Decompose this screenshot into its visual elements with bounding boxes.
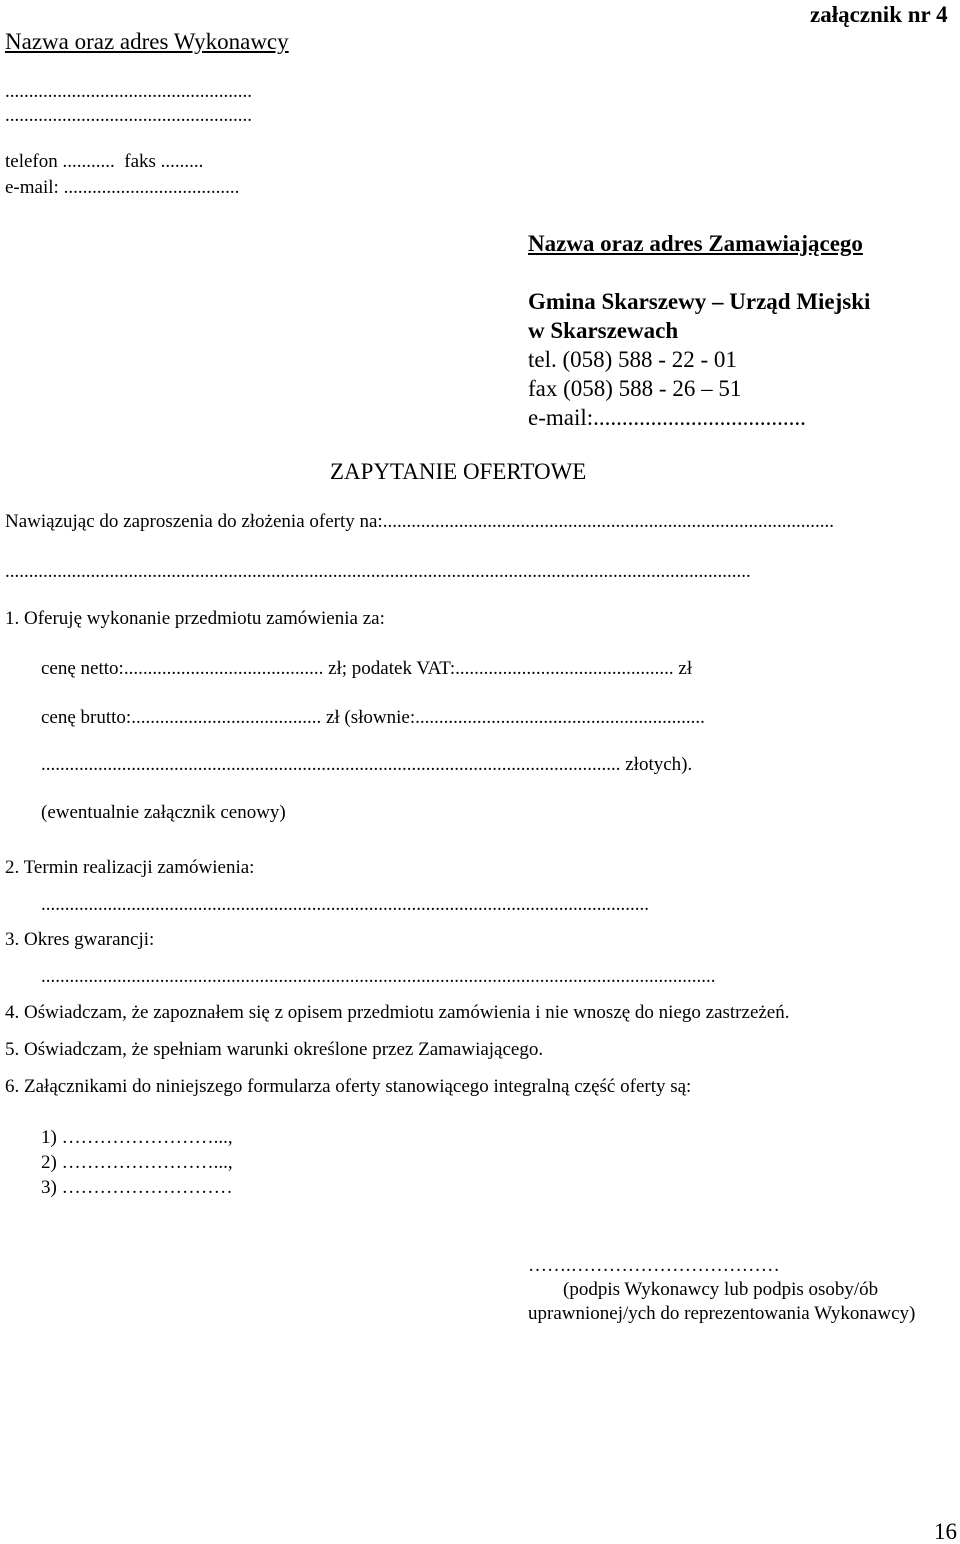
intro-continuation: ............................................................................................................................................................. <box>5 561 751 582</box>
item-1: 1. Oferuję wykonanie przedmiotu zamówienia za: <box>5 608 385 629</box>
fax-dots: ......... <box>160 151 204 172</box>
email-line <box>5 178 239 197</box>
price-attachment-note: (ewentualnie załącznik cenowy) <box>41 802 286 823</box>
email-dots: ..................................... <box>63 177 240 198</box>
item-3: 3. Okres gwarancji: <box>5 929 155 950</box>
contractor-line-2: .................................................... <box>5 105 252 126</box>
contractor-heading: Nazwa oraz adres Wykonawcy <box>5 29 289 54</box>
phone-dots: ........... <box>62 151 115 172</box>
signature-dots: …….…………………………… <box>528 1255 780 1276</box>
gross-price-words: .......................................................................................................................... złotych). <box>41 754 693 775</box>
email-label: e-mail: <box>5 177 59 198</box>
page-number: 16 <box>934 1519 957 1544</box>
buyer-tel: tel. (058) 588 - 22 - 01 <box>528 347 737 372</box>
signature-line-1: (podpis Wykonawcy lub podpis osoby/ób <box>563 1279 879 1300</box>
document-title: ZAPYTANIE OFERTOWE <box>330 459 587 484</box>
item-2: 2. Termin realizacji zamówienia: <box>5 857 255 878</box>
contractor-line-1: .................................................... <box>5 81 252 102</box>
buyer-heading: Nazwa oraz adres Zamawiającego <box>528 231 863 256</box>
attachment-3: 3) ……………………… <box>41 1177 233 1198</box>
signature-line-2: uprawnionej/ych do reprezentowania Wykonawcy) <box>528 1303 916 1324</box>
attachment-2: 2) ……………………..., <box>41 1152 233 1173</box>
intro-text: Nawiązując do zaproszenia do złożenia oferty na:............................................................................................... <box>5 511 834 532</box>
attachment-1: 1) ……………………..., <box>41 1127 233 1148</box>
buyer-name-line-2: w Skarszewach <box>528 318 679 343</box>
buyer-name-line-1: Gmina Skarszewy – Urząd Miejski <box>528 289 871 314</box>
item-2-dots: ................................................................................................................................ <box>41 894 649 915</box>
item-3-dots: .............................................................................................................................................. <box>41 966 716 987</box>
attachment-number: załącznik nr 4 <box>810 2 948 27</box>
gross-price-line: cenę brutto:........................................ zł (słownie:............................................................. <box>41 707 705 728</box>
item-5: 5. Oświadczam, że spełniam warunki określone przez Zamawiającego. <box>5 1039 544 1060</box>
phone-label: telefon <box>5 151 58 172</box>
item-4: 4. Oświadczam, że zapoznałem się z opisem przedmiotu zamówienia i nie wnoszę do niego zastrzeżeń. <box>5 1002 790 1023</box>
fax-label: faks <box>124 151 156 172</box>
item-6: 6. Załącznikami do niniejszego formularza oferty stanowiącego integralną część oferty są: <box>5 1076 692 1097</box>
buyer-fax: fax (058) 588 - 26 – 51 <box>528 376 742 401</box>
net-price-line: cenę netto:.......................................... zł; podatek VAT:.............................................. zł <box>41 658 693 679</box>
phone-fax-line <box>5 152 203 171</box>
buyer-email: e-mail:..................................... <box>528 405 806 430</box>
